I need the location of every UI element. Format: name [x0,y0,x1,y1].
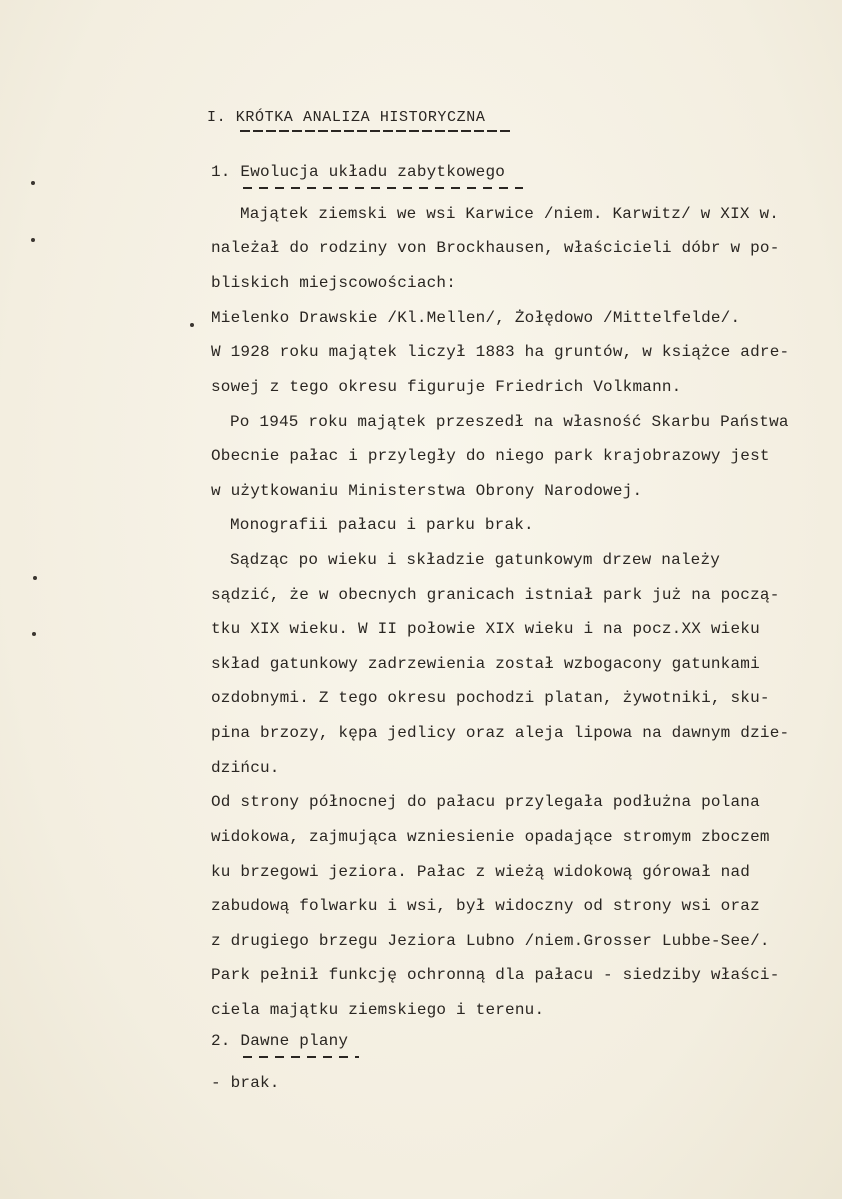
body-line: w użytkowaniu Ministerstwa Obrony Narodowej. [211,482,643,500]
heading-underline [240,130,512,132]
body-line: Park pełnił funkcję ochronną dla pałacu - siedziby właści- [211,966,780,984]
body-line: Obecnie pałac i przyległy do niego park krajobrazowy jest [211,447,770,465]
margin-speck [190,323,194,327]
section-2-underline [243,1056,359,1058]
body-line: widokowa, zajmująca wzniesienie opadające stromym zboczem [211,828,770,846]
body-line: tku XIX wieku. W II połowie XIX wieku i na pocz.XX wieku [211,620,760,638]
body-line: sądzić, że w obecnych granicach istniał park już na począ- [211,586,780,604]
body-line: skład gatunkowy zadrzewienia został wzbogacony gatunkami [211,655,760,673]
body-line: Po 1945 roku majątek przeszedł na własność Skarbu Państwa [230,413,789,431]
margin-speck [33,576,37,580]
body-line: Majątek ziemski we wsi Karwice /niem. Karwitz/ w XIX w. [240,205,780,223]
body-line: W 1928 roku majątek liczył 1883 ha gruntów, w książce adre- [211,343,790,361]
margin-speck [31,181,35,185]
body-line: należał do rodziny von Brockhausen, właścicieli dóbr w po- [211,239,780,257]
section-2-title: 2. Dawne plany [211,1032,349,1050]
body-line: bliskich miejscowościach: [211,274,457,292]
body-line: Mielenko Drawskie /Kl.Mellen/, Żołędowo /Mittelfelde/. [211,309,741,327]
body-line: Od strony północnej do pałacu przylegała podłużna polana [211,793,760,811]
body-line: ozdobnymi. Z tego okresu pochodzi platan, żywotniki, sku- [211,689,770,707]
margin-speck [32,632,36,636]
body-line: Monografii pałacu i parku brak. [230,516,534,534]
body-line: Sądząc po wieku i składzie gatunkowym drzew należy [230,551,721,569]
body-line: ku brzegowi jeziora. Pałac z wieżą widokową górował nad [211,863,751,881]
body-line: dzińcu. [211,759,280,777]
body-line: zabudową folwarku i wsi, był widoczny od strony wsi oraz [211,897,760,915]
section-1-underline [243,187,523,189]
body-line: pina brzozy, kępa jedlicy oraz aleja lipowa na dawnym dzie- [211,724,790,742]
section-1-title: 1. Ewolucja układu zabytkowego [211,163,506,181]
document-heading: I. KRÓTKA ANALIZA HISTORYCZNA [207,109,486,126]
body-line: z drugiego brzegu Jeziora Lubno /niem.Grosser Lubbe-See/. [211,932,770,950]
section-2-text: - brak. [211,1074,280,1092]
body-line: sowej z tego okresu figuruje Friedrich Volkmann. [211,378,682,396]
margin-speck [31,238,35,242]
body-line: ciela majątku ziemskiego i terenu. [211,1001,545,1019]
